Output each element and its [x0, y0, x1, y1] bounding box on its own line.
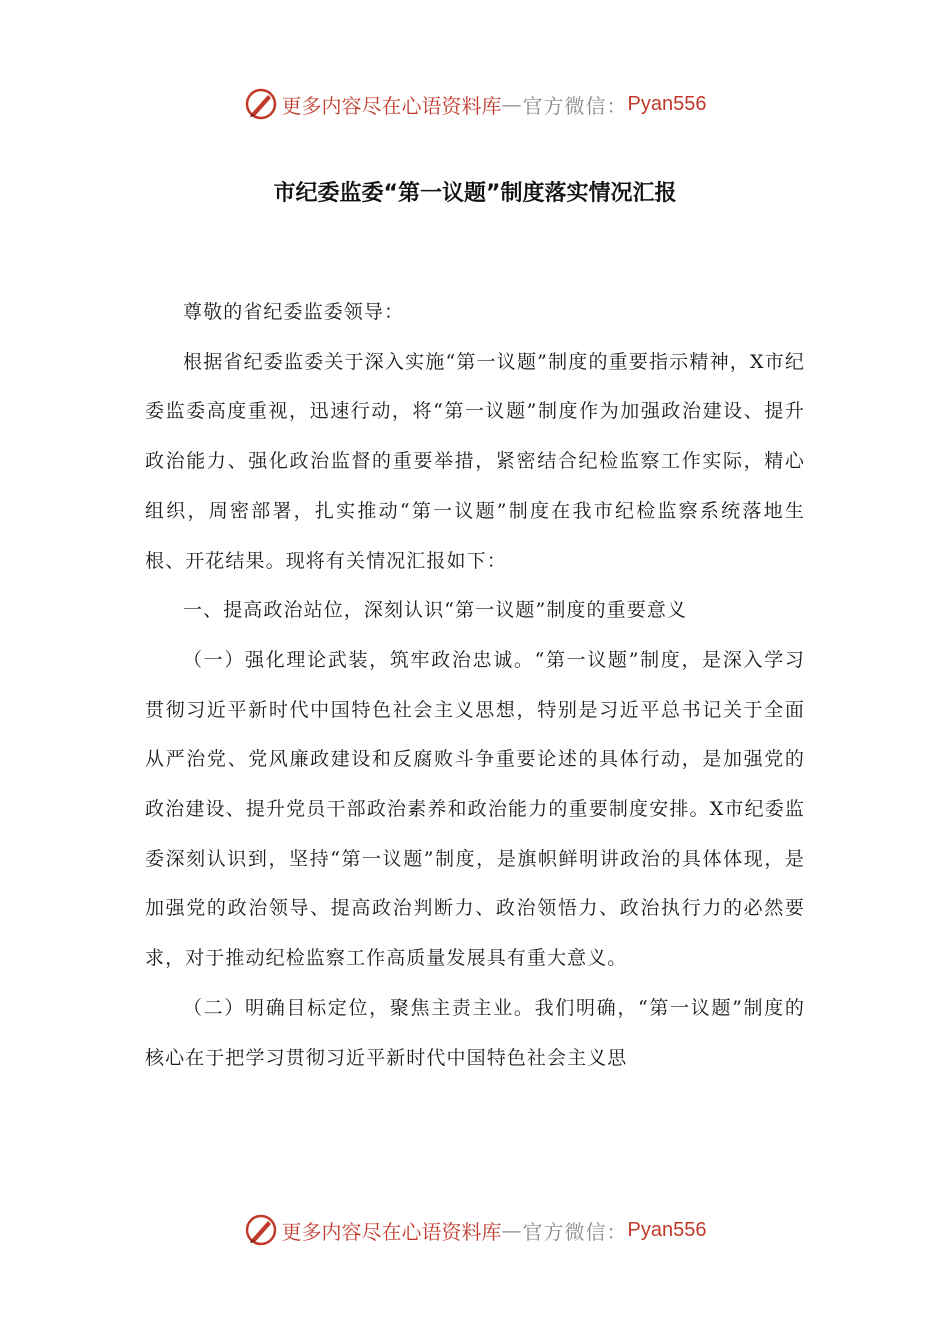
pen-logo-icon — [244, 87, 278, 121]
footer-banner — [0, 1210, 950, 1250]
document-body — [145, 288, 805, 1083]
paragraph: （一）强化理论武装，筑牢政治忠诚。“第一议题”制度，是深入学习贯彻习近平新时代中国特色社会主义思想，特别是习近平总书记关于全面从严治党、党风廉政建设和反腐败斗争重要论述的具体行动，是加强党的政治建设、提升党员干部政治素养和政治能力的重要制度安排。X市纪委监委深刻认识到，坚持“第一议题”制度，是旗帜鲜明讲政治的具体体现，是加强党的政治领导、提高政治判断力、政治领悟力、政治执行力的必然要求，对于推动纪检监察工作高质量发展具有重大意义。 — [145, 648, 805, 970]
section-heading: 一、提高政治站位，深刻认识“第一议题”制度的重要意义 — [183, 599, 688, 622]
banner-dash: — — [501, 1218, 523, 1242]
banner-wechat-id: Pyan556 — [627, 1218, 707, 1241]
paragraph: （二）明确目标定位，聚焦主责主业。我们明确，“第一议题”制度的核心在于把学习贯彻习近平新时代中国特色社会主义思 — [145, 996, 805, 1069]
banner-wechat-label: 官方微信： — [522, 1219, 628, 1244]
document-title: 市纪委监委“第一议题”制度落实情况汇报 — [273, 181, 677, 206]
salutation: 尊敬的省纪委监委领导： — [183, 301, 405, 323]
banner-main-text: 更多内容尽在心语资料库 — [281, 1219, 502, 1244]
pen-logo-icon — [244, 1213, 278, 1247]
banner-wechat-label: 官方微信： — [522, 93, 628, 118]
banner-main-text: 更多内容尽在心语资料库 — [281, 93, 502, 118]
banner-wechat-id: Pyan556 — [627, 92, 707, 115]
paragraph: 根据省纪委监委关于深入实施“第一议题”制度的重要指示精神，X市纪委监委高度重视，迅速行动，将“第一议题”制度作为加强政治建设、提升政治能力、强化政治监督的重要举措，紧密结合纪检监察工作实际，精心组织，周密部署，扎实推动“第一议题”制度在我市纪检监察系统落地生根、开花结果。现将有关情况汇报如下： — [145, 350, 805, 572]
banner-dash: — — [501, 92, 523, 116]
header-banner — [0, 84, 950, 124]
